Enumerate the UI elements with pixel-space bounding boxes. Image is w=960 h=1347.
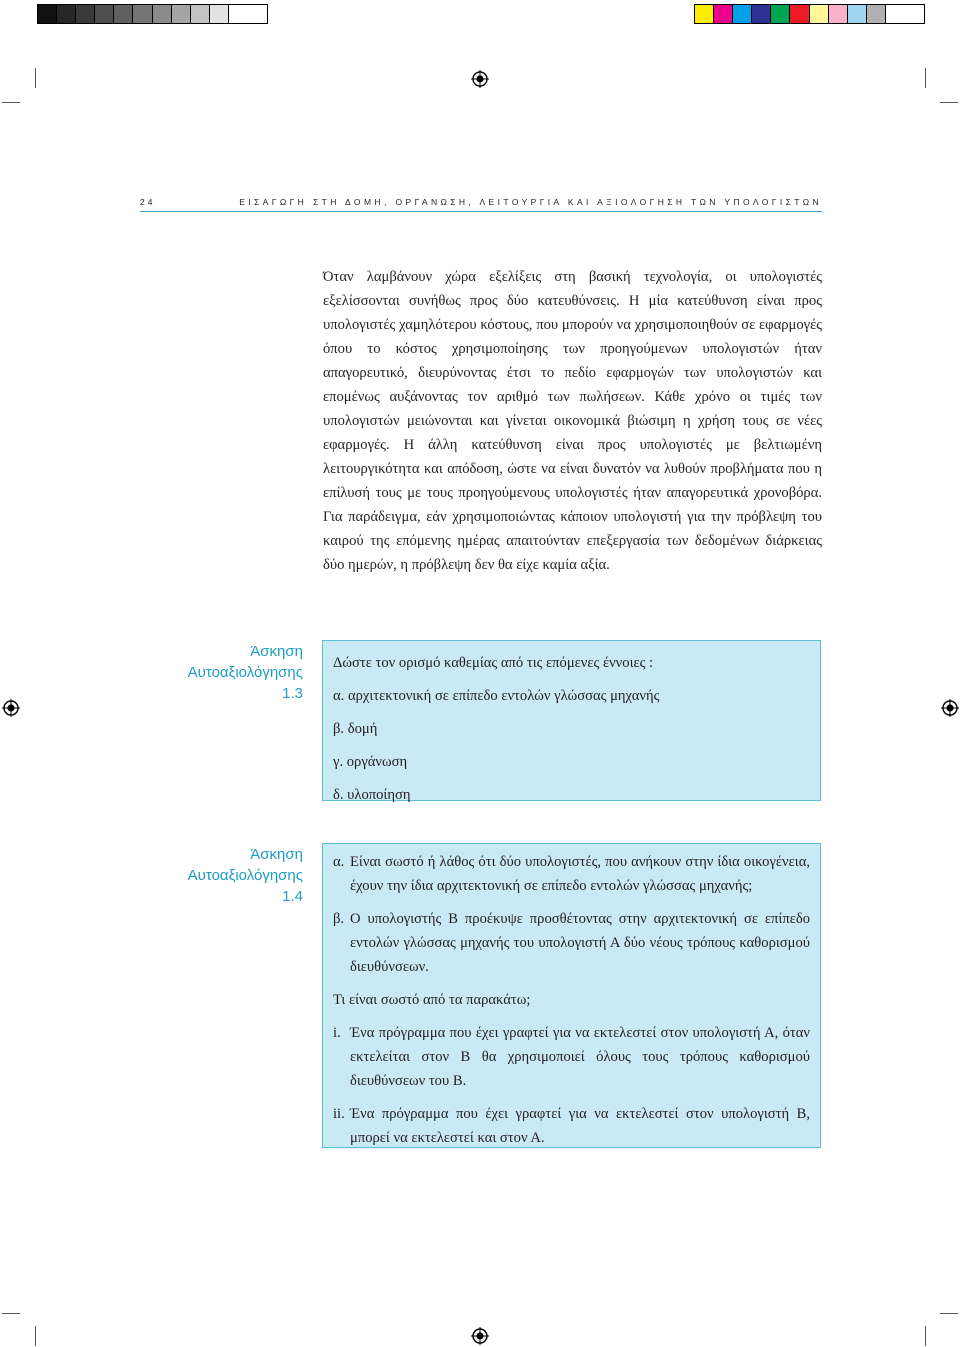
crop-mark-bottom-right-v (925, 1326, 926, 1346)
option-ii (333, 1102, 810, 1150)
exercise-prompt: Δώστε τον ορισμό καθεμίας από τις επόμενες έννοιες : (333, 655, 654, 671)
exercise-label-1-3 (140, 641, 303, 704)
color-swatch (810, 5, 829, 23)
registration-mark-icon (471, 1327, 489, 1345)
color-swatch (733, 5, 752, 23)
crop-mark-top-right-h (940, 102, 958, 103)
color-swatch (752, 5, 771, 23)
crop-mark-top-left-h (2, 102, 20, 103)
option-i (333, 1021, 810, 1093)
exercise-label-number: 1.4 (282, 888, 303, 905)
list-marker: i. (333, 1025, 341, 1041)
exercise-label-subtitle: Αυτοαξιολόγησης (187, 867, 303, 884)
registration-mark-icon (941, 699, 959, 717)
gray-swatch (229, 5, 248, 23)
exercise-label-number: 1.3 (282, 685, 303, 702)
list-item: δ. υλοποίηση (333, 787, 411, 803)
gray-swatch (76, 5, 95, 23)
gray-swatch (133, 5, 152, 23)
page-number: 24 (140, 197, 156, 207)
body-paragraph: Όταν λαμβάνουν χώρα εξελίξεις στη βασική τεχνολογία, οι υπολογιστές εξελίσσονται συνήθως προς δύο κατευθύνσεις. Η μία κατεύθυνση είναι προς υπολογιστές χαμηλότερου κόστους, που μπορούν να χρησιμοποιηθούν σε εφαρμογές όπου το κόστος χρησιμοποίησης των προηγούμενων υπολογιστών ήταν απαγορευτικό, διευρύνοντας έτσι το πεδίο εφαρμογών των υπολογιστών και επομένως αυξάνοντας τον αριθμό των πωλήσεων. Κάθε χρόνο οι τιμές των υπολογιστών μειώνονται και γίνεται οικονομικά βιώσιμη η χρήση τους σε νέες εφαρμογές. Η άλλη κατεύθυνση είναι προς υπολογιστές με βελτιωμένη λειτουργικότητα και απόδοση, ώστε να είναι δυνατόν να λυθούν προβλήματα που η επίλυσή τους με τους προηγούμενους υπολογιστές ήταν απαγορευτικά χρονοβόρα. Για παράδειγμα, εάν χρησιμοποιώντας κάποιον υπολογιστή για την πρόβλεψη του καιρού της επόμενης ημέρας απαιτούνταν επεξεργασία των δεδομένων διάρκειας δύο ημερών, η πρόβλεψη δεν θα είχε καμία αξία. (323, 269, 822, 573)
exercise-box-1-4 (322, 843, 821, 1148)
exercise-box-1-3 (322, 640, 821, 801)
gray-swatch (114, 5, 133, 23)
crop-mark-bottom-right-h (940, 1313, 958, 1314)
crop-mark-bottom-left-v (35, 1326, 36, 1346)
color-swatch (771, 5, 790, 23)
color-swatch (886, 5, 905, 23)
color-swatch (714, 5, 733, 23)
list-item: α. αρχιτεκτονική σε επίπεδο εντολών γλώσσας μηχανής (333, 688, 660, 704)
exercise-label-title: Άσκηση (250, 846, 303, 863)
exercise-label-title: Άσκηση (250, 643, 303, 660)
statement-text: Ο υπολογιστής Β προέκυψε προσθέτοντας στην αρχιτεκτονική σε επίπεδο εντολών γλώσσας μηχανής του υπολογιστή Α δύο νέους τρόπους καθορισμού διευθύνσεων. (350, 911, 810, 975)
gray-swatch (172, 5, 191, 23)
statement-b (333, 907, 810, 979)
exercise-label-1-4 (140, 844, 303, 907)
color-swatch (848, 5, 867, 23)
gray-swatch (95, 5, 114, 23)
color-swatch (695, 5, 714, 23)
exercise-question: Τι είναι σωστό από τα παρακάτω; (333, 992, 531, 1008)
gray-swatch (191, 5, 210, 23)
list-marker: β. (333, 911, 345, 927)
option-text: Ένα πρόγραμμα που έχει γραφτεί για να εκτελεστεί στον υπολογιστή Β, μπορεί να εκτελεστεί και στον Α. (350, 1106, 810, 1146)
list-item: β. δομή (333, 721, 378, 737)
gray-swatch (210, 5, 229, 23)
statement-text: Είναι σωστό ή λάθος ότι δύο υπολογιστές, που ανήκουν στην ίδια οικογένεια, έχουν την ίδια αρχιτεκτονική σε επίπεδο εντολών γλώσσας μηχανής; (350, 854, 810, 894)
crop-mark-top-right-v (925, 68, 926, 88)
color-swatch (829, 5, 848, 23)
option-text: Ένα πρόγραμμα που έχει γραφτεί για να εκτελεστεί στον υπολογιστή Α, όταν εκτελείται στον Β θα χρησιμοποιεί όλους τους τρόπους καθορισμού διευθύνσεων του Β. (350, 1025, 810, 1089)
running-title: ΕΙΣΑΓΩΓΗ ΣΤΗ ΔΟΜΗ, ΟΡΓΑΝΩΣΗ, ΛΕΙΤΟΥΡΓΙΑ ΚΑΙ ΑΞΙΟΛΟΓΗΣΗ ΤΩΝ ΥΠΟΛΟΓΙΣΤΩΝ (239, 197, 822, 207)
crop-mark-top-left-v (35, 68, 36, 88)
list-marker: ii. (333, 1106, 345, 1122)
statement-a (333, 850, 810, 898)
gray-swatch (153, 5, 172, 23)
grayscale-calibration-bar (37, 4, 268, 24)
exercise-label-subtitle: Αυτοαξιολόγησης (187, 664, 303, 681)
registration-mark-icon (2, 699, 20, 717)
running-header (140, 195, 822, 212)
color-swatch (790, 5, 809, 23)
gray-swatch (38, 5, 57, 23)
registration-mark-icon (471, 70, 489, 88)
list-marker: α. (333, 854, 345, 870)
list-item: γ. οργάνωση (333, 754, 408, 770)
crop-mark-bottom-left-h (2, 1313, 20, 1314)
color-swatch (867, 5, 886, 23)
gray-swatch (57, 5, 76, 23)
color-calibration-bar (694, 4, 925, 24)
